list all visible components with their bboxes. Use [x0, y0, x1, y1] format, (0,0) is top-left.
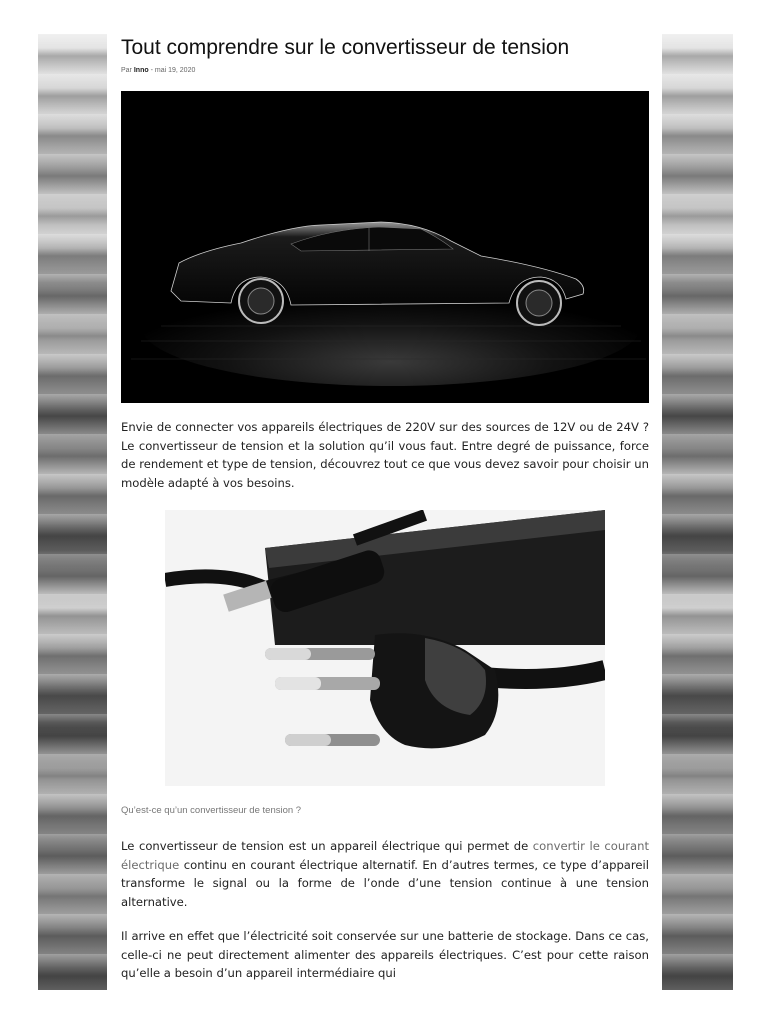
by-label: Par: [121, 67, 132, 74]
article: [107, 34, 662, 990]
convertir-link[interactable]: convertir le courant électrique: [121, 839, 649, 872]
publish-date: mai 19, 2020: [154, 67, 196, 74]
paragraph-text-after: continu en courant électrique alternatif. En d’autres termes, ce type d’appareil transforme le signal ou la forme de l’onde d’une tension continue à une tension alternative.: [121, 857, 649, 909]
author-link[interactable]: Inno: [133, 67, 149, 74]
article-title: Tout comprendre sur le convertisseur de tension: [121, 36, 570, 59]
definition-paragraph: [121, 837, 649, 911]
intro-paragraph: Envie de connecter vos appareils électriques de 220V sur des sources de 12V ou de 24V ? Le convertisseur de tension et la solution qu’il vous faut. Entre degré de puissance, force de rendement et type de tension, découvrez tout ce que vous devez savoir pour choisir un modèle adapté à vos besoins.: [121, 420, 649, 490]
paragraph-text-before: Le convertisseur de tension est un appareil électrique qui permet de: [121, 839, 533, 853]
hero-car-image: [121, 91, 649, 403]
image-caption: Qu’est-ce qu’un convertisseur de tension ?: [121, 805, 302, 816]
battery-paragraph: Il arrive en effet que l’électricité soit conservée sur une batterie de stockage. Dans ce cas, celle-ci ne peut directement alimenter des appareils électriques. C’est pour cette raison qu’elle a besoin d’un appareil intermédiaire qui: [121, 929, 649, 980]
power-adapter-image: [165, 510, 605, 786]
meta-separator: -: [150, 67, 153, 74]
article-meta: [121, 67, 195, 74]
